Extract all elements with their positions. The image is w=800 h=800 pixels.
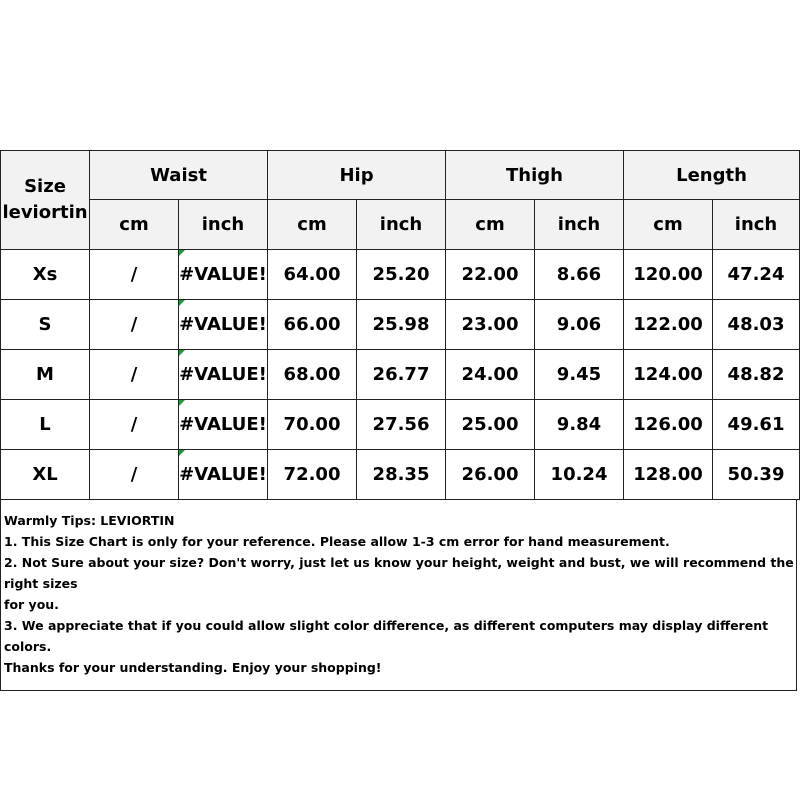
tip-line: 1. This Size Chart is only for your reference. Please allow 1-3 cm error for hand measurement. bbox=[4, 534, 670, 549]
unit-header: cm bbox=[90, 200, 179, 250]
table-cell: 70.00 bbox=[268, 400, 357, 450]
table-cell: 66.00 bbox=[268, 300, 357, 350]
unit-header: inch bbox=[179, 200, 268, 250]
table-cell: / bbox=[90, 350, 179, 400]
table-cell: 122.00 bbox=[624, 300, 713, 350]
table-cell: 23.00 bbox=[446, 300, 535, 350]
table-cell: 120.00 bbox=[624, 250, 713, 300]
size-label: M bbox=[1, 350, 90, 400]
tips-box bbox=[0, 500, 797, 691]
table-cell: 72.00 bbox=[268, 450, 357, 500]
unit-header: inch bbox=[357, 200, 446, 250]
table-cell: #VALUE! bbox=[179, 250, 268, 300]
table-cell: 49.61 bbox=[713, 400, 800, 450]
table-cell: 50.39 bbox=[713, 450, 800, 500]
table-cell: 124.00 bbox=[624, 350, 713, 400]
table-cell: 26.00 bbox=[446, 450, 535, 500]
table-cell: 68.00 bbox=[268, 350, 357, 400]
table-cell: 126.00 bbox=[624, 400, 713, 450]
table-cell: 26.77 bbox=[357, 350, 446, 400]
table-cell: #VALUE! bbox=[179, 400, 268, 450]
unit-header: cm bbox=[446, 200, 535, 250]
size-column-header bbox=[1, 151, 90, 250]
table-cell: 64.00 bbox=[268, 250, 357, 300]
table-row bbox=[1, 450, 800, 500]
tips-title: Warmly Tips: LEVIORTIN bbox=[4, 513, 175, 528]
table-cell: 25.00 bbox=[446, 400, 535, 450]
size-label: Xs bbox=[1, 250, 90, 300]
table-cell: #VALUE! bbox=[179, 300, 268, 350]
unit-header: inch bbox=[713, 200, 800, 250]
table-cell: 128.00 bbox=[624, 450, 713, 500]
table-cell: 47.24 bbox=[713, 250, 800, 300]
unit-header: cm bbox=[624, 200, 713, 250]
table-cell: 10.24 bbox=[535, 450, 624, 500]
group-header-hip: Hip bbox=[268, 151, 446, 200]
tip-line: 3. We appreciate that if you could allow slight color difference, as different computers may display different colors. bbox=[4, 618, 769, 654]
table-row bbox=[1, 400, 800, 450]
size-label: L bbox=[1, 400, 90, 450]
table-cell: 25.20 bbox=[357, 250, 446, 300]
group-header-length: Length bbox=[624, 151, 800, 200]
tips-closing: Thanks for your understanding. Enjoy your shopping! bbox=[4, 660, 382, 675]
size-header-label: Size bbox=[24, 176, 66, 197]
size-label: S bbox=[1, 300, 90, 350]
table-row bbox=[1, 250, 800, 300]
group-header-thigh: Thigh bbox=[446, 151, 624, 200]
group-header-waist: Waist bbox=[90, 151, 268, 200]
table-cell: 27.56 bbox=[357, 400, 446, 450]
table-cell: 48.03 bbox=[713, 300, 800, 350]
size-table bbox=[0, 150, 800, 500]
table-cell: / bbox=[90, 300, 179, 350]
group-header-row bbox=[1, 151, 800, 200]
unit-header: inch bbox=[535, 200, 624, 250]
size-label: XL bbox=[1, 450, 90, 500]
table-row bbox=[1, 300, 800, 350]
table-cell: 9.45 bbox=[535, 350, 624, 400]
table-cell: 25.98 bbox=[357, 300, 446, 350]
table-cell: 28.35 bbox=[357, 450, 446, 500]
table-cell: 48.82 bbox=[713, 350, 800, 400]
table-cell: 8.66 bbox=[535, 250, 624, 300]
unit-header: cm bbox=[268, 200, 357, 250]
table-row bbox=[1, 350, 800, 400]
table-cell: #VALUE! bbox=[179, 450, 268, 500]
tip-line: 2. Not Sure about your size? Don't worry, just let us know your height, weight and bust, we will recommend the right sizes bbox=[4, 555, 794, 591]
brand-header-label: leviortin bbox=[2, 202, 88, 223]
table-cell: / bbox=[90, 400, 179, 450]
size-chart bbox=[0, 150, 800, 691]
table-cell: / bbox=[90, 450, 179, 500]
table-cell: 9.06 bbox=[535, 300, 624, 350]
table-cell: / bbox=[90, 250, 179, 300]
table-cell: #VALUE! bbox=[179, 350, 268, 400]
table-cell: 22.00 bbox=[446, 250, 535, 300]
table-cell: 24.00 bbox=[446, 350, 535, 400]
unit-header-row bbox=[1, 200, 800, 250]
table-cell: 9.84 bbox=[535, 400, 624, 450]
tip-line: for you. bbox=[4, 597, 59, 612]
